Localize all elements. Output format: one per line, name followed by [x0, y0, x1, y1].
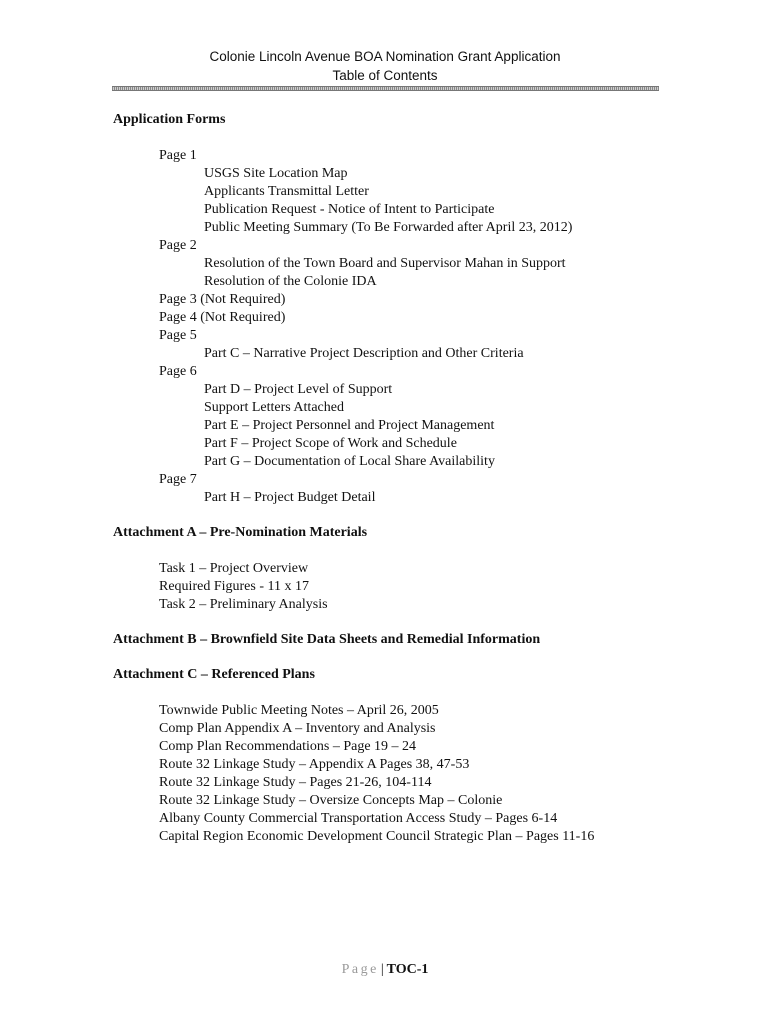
footer-page-number: TOC-1: [386, 962, 429, 977]
toc-entry: Task 2 – Preliminary Analysis: [159, 597, 328, 612]
toc-entry: Support Letters Attached: [204, 400, 344, 415]
toc-entry: Applicants Transmittal Letter: [204, 184, 369, 199]
footer-separator: |: [380, 962, 384, 977]
toc-page-label: Page 2: [159, 238, 197, 253]
toc-entry: Townwide Public Meeting Notes – April 26, 2005: [159, 703, 439, 718]
toc-entry: Comp Plan Recommendations – Page 19 – 24: [159, 739, 417, 754]
toc-entry: Required Figures - 11 x 17: [159, 579, 309, 594]
toc-entry: Public Meeting Summary (To Be Forwarded after April 23, 2012): [204, 220, 573, 235]
page-header: [0, 47, 770, 85]
toc-entry: Part H – Project Budget Detail: [204, 490, 376, 505]
toc-entry: Resolution of the Town Board and Supervisor Mahan in Support: [204, 256, 566, 271]
toc-page-label: Page 3 (Not Required): [159, 292, 286, 307]
toc-entry: Route 32 Linkage Study – Oversize Concepts Map – Colonie: [159, 793, 503, 808]
toc-page-label: Page 5: [159, 328, 197, 343]
toc-entry: USGS Site Location Map: [204, 166, 348, 181]
toc-entry: Part C – Narrative Project Description and Other Criteria: [204, 346, 524, 361]
toc-entry: Publication Request - Notice of Intent to Participate: [204, 202, 495, 217]
section-heading-application-forms: Application Forms: [113, 112, 226, 127]
section-heading-attachment-c: Attachment C – Referenced Plans: [113, 667, 315, 682]
header-divider: [112, 86, 659, 91]
toc-body: [113, 111, 673, 846]
toc-entry: Route 32 Linkage Study – Appendix A Pages 38, 47-53: [159, 757, 470, 772]
toc-entry: Part G – Documentation of Local Share Availability: [204, 454, 495, 469]
footer-page-word: Page: [341, 962, 379, 977]
toc-page-label: Page 7: [159, 472, 197, 487]
toc-entry: Part F – Project Scope of Work and Schedule: [204, 436, 457, 451]
toc-page-label: Page 4 (Not Required): [159, 310, 286, 325]
toc-entry: Capital Region Economic Development Council Strategic Plan – Pages 11-16: [159, 829, 595, 844]
section-heading-attachment-a: Attachment A – Pre-Nomination Materials: [113, 525, 368, 540]
document-subtitle: Table of Contents: [332, 68, 438, 83]
toc-entry: Part D – Project Level of Support: [204, 382, 393, 397]
document-title: Colonie Lincoln Avenue BOA Nomination Grant Application: [209, 49, 561, 64]
section-heading-attachment-b: Attachment B – Brownfield Site Data Sheets and Remedial Information: [113, 632, 541, 647]
page-footer: [0, 961, 770, 979]
toc-page-label: Page 6: [159, 364, 197, 379]
toc-entry: Route 32 Linkage Study – Pages 21-26, 104-114: [159, 775, 432, 790]
toc-entry: Task 1 – Project Overview: [159, 561, 309, 576]
toc-page-label: Page 1: [159, 148, 197, 163]
toc-entry: Comp Plan Appendix A – Inventory and Analysis: [159, 721, 436, 736]
toc-entry: Part E – Project Personnel and Project Management: [204, 418, 495, 433]
toc-entry: Albany County Commercial Transportation Access Study – Pages 6-14: [159, 811, 558, 826]
toc-entry: Resolution of the Colonie IDA: [204, 274, 377, 289]
